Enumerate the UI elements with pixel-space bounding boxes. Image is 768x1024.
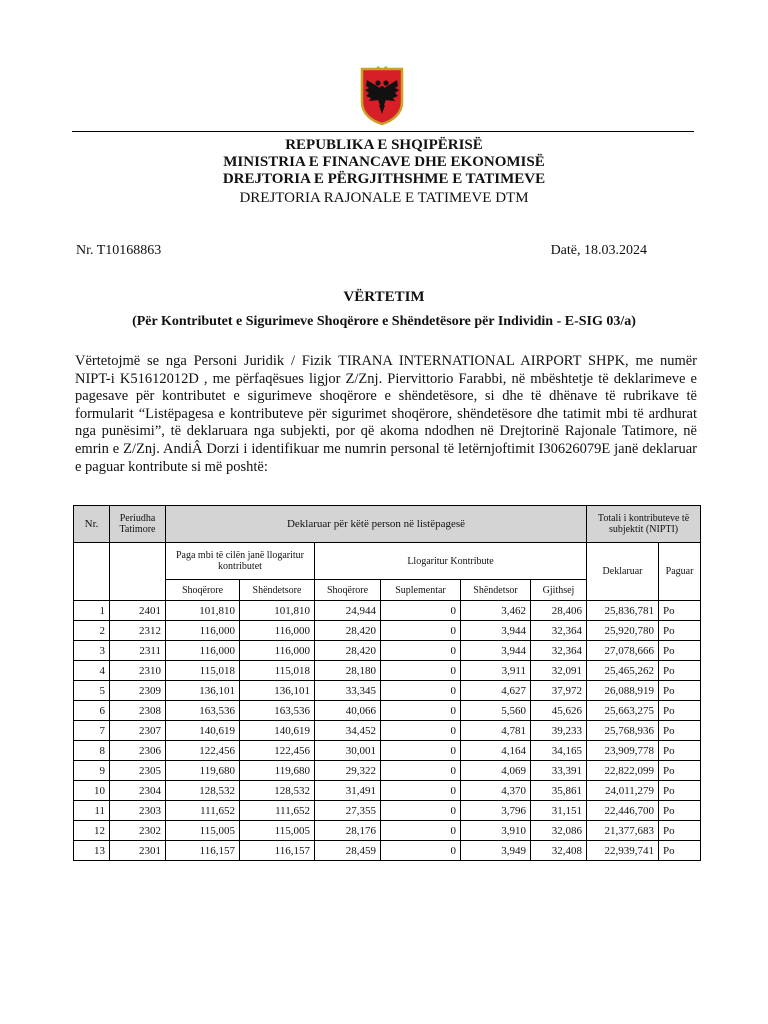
col-header-periudha-blank (110, 543, 166, 601)
cell-paga-shend: 101,810 (240, 601, 315, 621)
cell-nr: 13 (74, 841, 110, 861)
document-title: VËRTETIM (343, 289, 425, 305)
cell-k-gjith: 39,233 (531, 721, 587, 741)
cell-paga-shoq: 111,652 (166, 801, 240, 821)
cell-k-shend: 4,164 (461, 741, 531, 761)
cell-nr: 9 (74, 761, 110, 781)
cell-k-gjith: 31,151 (531, 801, 587, 821)
cell-periudha: 2312 (110, 621, 166, 641)
cell-k-shend: 3,911 (461, 661, 531, 681)
cell-paga-shend: 115,005 (240, 821, 315, 841)
cell-k-supl: 0 (381, 741, 461, 761)
cell-k-shoq: 28,176 (315, 821, 381, 841)
cell-paga-shoq: 115,018 (166, 661, 240, 681)
cell-deklaruar: 24,011,279 (587, 781, 659, 801)
cell-paga-shoq: 101,810 (166, 601, 240, 621)
col-header-deklaruar: Deklaruar (587, 543, 659, 601)
cell-k-shend: 3,796 (461, 801, 531, 821)
col-header-paga: Paga mbi të cilën janë llogaritur kontributet (166, 543, 315, 580)
col-header-shendetsor: Shëndetsor (461, 580, 531, 601)
table-row (74, 701, 701, 721)
cell-paguar: Po (659, 841, 701, 861)
table-row (74, 741, 701, 761)
cell-k-supl: 0 (381, 821, 461, 841)
cell-k-gjith: 45,626 (531, 701, 587, 721)
cell-paguar: Po (659, 821, 701, 841)
cell-paga-shoq: 115,005 (166, 821, 240, 841)
col-header-gjithsej: Gjithsej (531, 580, 587, 601)
cell-paga-shend: 116,000 (240, 621, 315, 641)
cell-paga-shoq: 122,456 (166, 741, 240, 761)
cell-k-shend: 3,462 (461, 601, 531, 621)
cell-paga-shend: 111,652 (240, 801, 315, 821)
col-header-totali: Totali i kontributeve të subjektit (NIPTI) (587, 506, 701, 543)
cell-k-shoq: 28,420 (315, 621, 381, 641)
cell-k-gjith: 34,165 (531, 741, 587, 761)
cell-periudha: 2301 (110, 841, 166, 861)
header-divider (72, 131, 694, 132)
cell-k-shoq: 28,459 (315, 841, 381, 861)
col-header-suplementar: Suplementar (381, 580, 461, 601)
cell-nr: 11 (74, 801, 110, 821)
header-ministry: MINISTRIA E FINANCAVE DHE EKONOMISË (223, 154, 545, 170)
cell-paga-shend: 116,157 (240, 841, 315, 861)
col-header-nr: Nr. (74, 506, 110, 543)
cell-nr: 5 (74, 681, 110, 701)
cell-k-gjith: 32,408 (531, 841, 587, 861)
cell-nr: 6 (74, 701, 110, 721)
cell-deklaruar: 25,663,275 (587, 701, 659, 721)
cell-k-shend: 4,627 (461, 681, 531, 701)
header-republic: REPUBLIKA E SHQIPËRISË (285, 137, 483, 153)
cell-k-supl: 0 (381, 621, 461, 641)
document-date: Datë, 18.03.2024 (550, 243, 647, 258)
col-header-llogaritur: Llogaritur Kontribute (315, 543, 587, 580)
cell-deklaruar: 25,768,936 (587, 721, 659, 741)
cell-paga-shend: 116,000 (240, 641, 315, 661)
cell-k-supl: 0 (381, 641, 461, 661)
cell-paguar: Po (659, 781, 701, 801)
cell-k-supl: 0 (381, 841, 461, 861)
cell-k-shend: 3,944 (461, 641, 531, 661)
header-directorate-general: DREJTORIA E PËRGJITHSHME E TATIMEVE (222, 171, 546, 187)
col-header-paga-shoqerore: Shoqërore (166, 580, 240, 601)
cell-periudha: 2308 (110, 701, 166, 721)
cell-k-shoq: 29,322 (315, 761, 381, 781)
cell-k-gjith: 32,091 (531, 661, 587, 681)
cell-paga-shoq: 116,000 (166, 641, 240, 661)
cell-k-gjith: 33,391 (531, 761, 587, 781)
col-header-kontribut-shoqerore: Shoqërore (315, 580, 381, 601)
cell-nr: 1 (74, 601, 110, 621)
cell-paguar: Po (659, 681, 701, 701)
cell-k-supl: 0 (381, 601, 461, 621)
cell-deklaruar: 22,822,099 (587, 761, 659, 781)
cell-paguar: Po (659, 641, 701, 661)
cell-periudha: 2307 (110, 721, 166, 741)
table-row (74, 721, 701, 741)
cell-k-shoq: 28,420 (315, 641, 381, 661)
table-row (74, 841, 701, 861)
cell-periudha: 2310 (110, 661, 166, 681)
cell-k-supl: 0 (381, 761, 461, 781)
cell-paguar: Po (659, 621, 701, 641)
cell-deklaruar: 25,920,780 (587, 621, 659, 641)
table-row (74, 781, 701, 801)
cell-paga-shend: 163,536 (240, 701, 315, 721)
header-regional-directorate: DREJTORIA RAJONALE E TATIMEVE DTM (239, 190, 529, 206)
col-header-paga-shendetsore: Shëndetsore (240, 580, 315, 601)
cell-k-shoq: 30,001 (315, 741, 381, 761)
cell-paga-shoq: 116,000 (166, 621, 240, 641)
cell-k-shend: 4,781 (461, 721, 531, 741)
cell-paga-shend: 119,680 (240, 761, 315, 781)
cell-k-gjith: 37,972 (531, 681, 587, 701)
table-row (74, 641, 701, 661)
cell-deklaruar: 23,909,778 (587, 741, 659, 761)
cell-periudha: 2306 (110, 741, 166, 761)
cell-k-shoq: 28,180 (315, 661, 381, 681)
table-row (74, 661, 701, 681)
cell-periudha: 2305 (110, 761, 166, 781)
cell-nr: 12 (74, 821, 110, 841)
cell-nr: 4 (74, 661, 110, 681)
cell-periudha: 2401 (110, 601, 166, 621)
cell-k-shoq: 33,345 (315, 681, 381, 701)
cell-paguar: Po (659, 761, 701, 781)
cell-paga-shend: 122,456 (240, 741, 315, 761)
cell-nr: 8 (74, 741, 110, 761)
cell-k-gjith: 28,406 (531, 601, 587, 621)
cell-periudha: 2309 (110, 681, 166, 701)
cell-paga-shoq: 128,532 (166, 781, 240, 801)
cell-k-supl: 0 (381, 701, 461, 721)
col-header-paguar: Paguar (659, 543, 701, 601)
cell-deklaruar: 21,377,683 (587, 821, 659, 841)
cell-k-shoq: 27,355 (315, 801, 381, 821)
col-header-nr-blank (74, 543, 110, 601)
col-header-periudha: Periudha Tatimore (110, 506, 166, 543)
document-subtitle: (Për Kontributet e Sigurimeve Shoqërore e Shëndetësore për Individin - E-SIG 03/a) (132, 314, 636, 329)
cell-deklaruar: 22,446,700 (587, 801, 659, 821)
cell-k-gjith: 35,861 (531, 781, 587, 801)
cell-deklaruar: 26,088,919 (587, 681, 659, 701)
cell-k-supl: 0 (381, 721, 461, 741)
cell-paga-shoq: 140,619 (166, 721, 240, 741)
cell-k-supl: 0 (381, 781, 461, 801)
cell-paga-shoq: 119,680 (166, 761, 240, 781)
cell-paguar: Po (659, 661, 701, 681)
document-number: Nr. T10168863 (76, 243, 162, 258)
cell-k-shoq: 31,491 (315, 781, 381, 801)
contributions-table (73, 505, 701, 861)
cell-k-shend: 4,370 (461, 781, 531, 801)
cell-deklaruar: 22,939,741 (587, 841, 659, 861)
cell-deklaruar: 25,465,262 (587, 661, 659, 681)
table-row (74, 821, 701, 841)
cell-paguar: Po (659, 701, 701, 721)
cell-periudha: 2302 (110, 821, 166, 841)
cell-k-gjith: 32,364 (531, 621, 587, 641)
cell-deklaruar: 25,836,781 (587, 601, 659, 621)
cell-paga-shoq: 163,536 (166, 701, 240, 721)
cell-deklaruar: 27,078,666 (587, 641, 659, 661)
cell-paga-shend: 128,532 (240, 781, 315, 801)
cell-k-shoq: 40,066 (315, 701, 381, 721)
cell-paga-shoq: 116,157 (166, 841, 240, 861)
albanian-coat-of-arms-icon (359, 66, 405, 126)
cell-nr: 2 (74, 621, 110, 641)
cell-nr: 10 (74, 781, 110, 801)
cell-paguar: Po (659, 801, 701, 821)
table-row (74, 801, 701, 821)
cell-k-supl: 0 (381, 681, 461, 701)
cell-k-shend: 3,910 (461, 821, 531, 841)
cell-paga-shoq: 136,101 (166, 681, 240, 701)
certificate-body-text: Vërtetojmë se nga Personi Juridik / Fizik TIRANA INTERNATIONAL AIRPORT SHPK, me numër NIPT-i K51612012D , me përfaqësues ligjor Z/Znj. Piervittorio Farabbi, në mbështetje të deklarimeve e pagesave për kontributet e sigurimeve shoqërore e shëndetësore, si dhe të dhënave të rubrikave të formularit “Listëpagesa e kontributeve për sigurimet shoqërore, shëndetësore dhe tatimit mbi të ardhurat nga punësimi”, të deklaruara nga subjekti, por që akoma ndodhen në Drejtorinë Rajonale Tatimore, në emrin e Z/Znj. AndiÂ Dorzi i identifikuar me numrin personal të letërnjoftimit I30626079E janë deklaruar e paguar kontribute si më poshtë: (75, 353, 697, 475)
cell-nr: 7 (74, 721, 110, 741)
cell-k-shoq: 24,944 (315, 601, 381, 621)
col-header-deklaruar-person: Deklaruar për këtë person në listëpagesë (166, 506, 587, 543)
cell-k-shend: 3,944 (461, 621, 531, 641)
cell-k-supl: 0 (381, 661, 461, 681)
cell-k-shoq: 34,452 (315, 721, 381, 741)
certificate-body (75, 353, 697, 476)
cell-paguar: Po (659, 721, 701, 741)
cell-paguar: Po (659, 741, 701, 761)
table-row (74, 621, 701, 641)
table-row (74, 761, 701, 781)
cell-paga-shend: 140,619 (240, 721, 315, 741)
table-row (74, 681, 701, 701)
cell-k-supl: 0 (381, 801, 461, 821)
cell-k-shend: 4,069 (461, 761, 531, 781)
cell-paguar: Po (659, 601, 701, 621)
cell-nr: 3 (74, 641, 110, 661)
cell-paga-shend: 115,018 (240, 661, 315, 681)
cell-paga-shend: 136,101 (240, 681, 315, 701)
cell-periudha: 2303 (110, 801, 166, 821)
cell-k-shend: 3,949 (461, 841, 531, 861)
cell-periudha: 2304 (110, 781, 166, 801)
cell-periudha: 2311 (110, 641, 166, 661)
cell-k-shend: 5,560 (461, 701, 531, 721)
cell-k-gjith: 32,364 (531, 641, 587, 661)
table-row (74, 601, 701, 621)
cell-k-gjith: 32,086 (531, 821, 587, 841)
